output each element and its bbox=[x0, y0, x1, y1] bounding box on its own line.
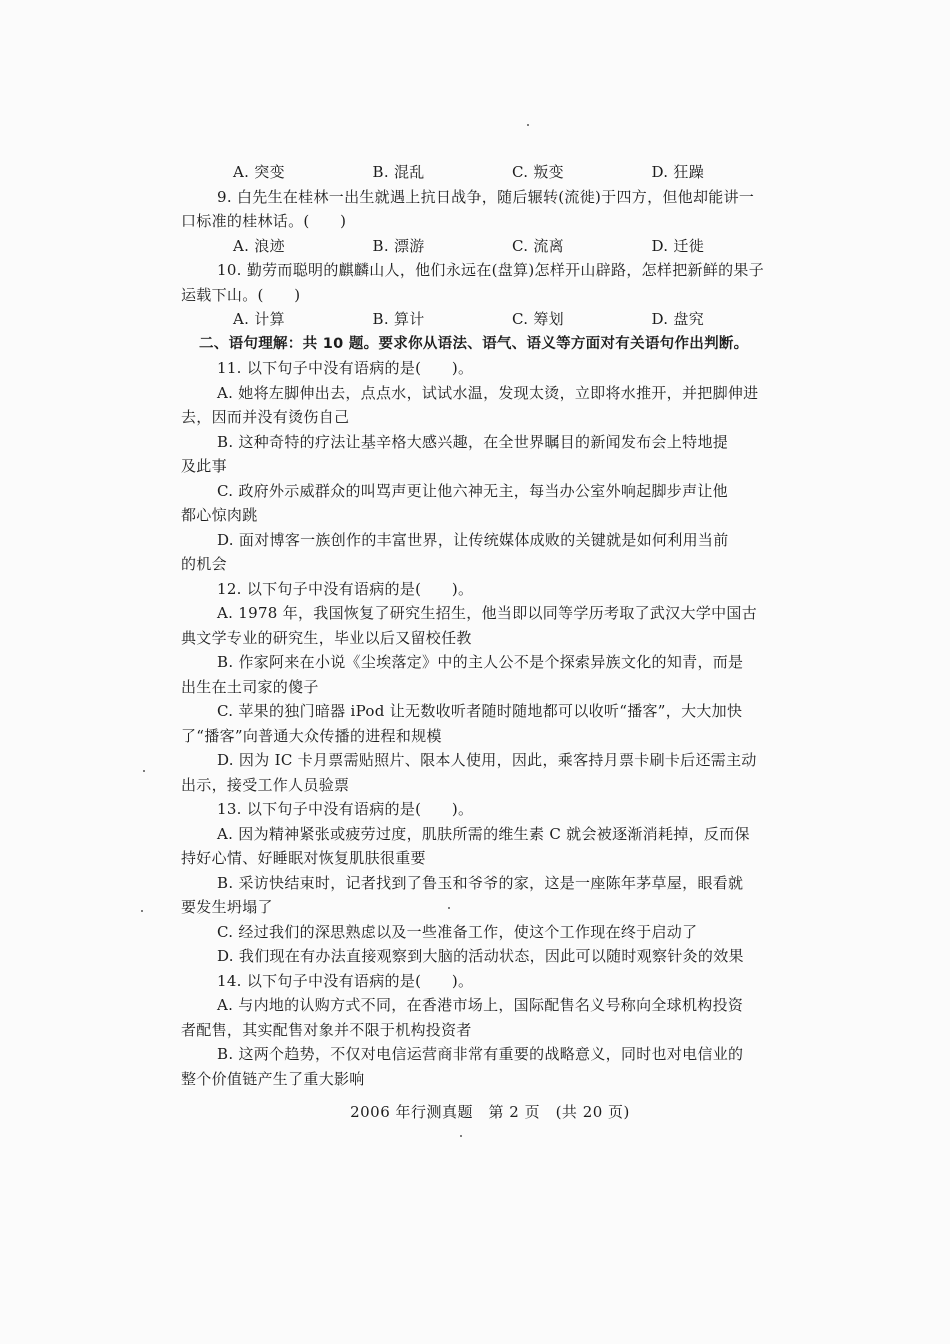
text-line: 的机会 bbox=[181, 555, 227, 573]
scan-speck bbox=[141, 910, 143, 912]
text-line: D. 我们现在有办法直接观察到大脑的活动状态，因此可以随时观察针灸的效果 bbox=[217, 947, 744, 965]
text-line: 9. 白先生在桂林一出生就遇上抗日战争，随后辗转(流徙)于四方，但他却能讲一 bbox=[217, 187, 755, 206]
answer-option: C. 流离 bbox=[512, 236, 564, 255]
answer-option: A. 浪迹 bbox=[233, 236, 285, 255]
answer-option: C. 筹划 bbox=[512, 310, 564, 328]
page-footer: 2006 年行测真题 第 2 页 (共 20 页) bbox=[350, 1103, 630, 1121]
text-line: A. 她将左脚伸出去，点点水，试试水温，发现太烫，立即将水推开，并把脚伸进 bbox=[217, 383, 759, 402]
answer-options bbox=[181, 234, 791, 259]
text-line: D. 因为 IC 卡月票需贴照片、限本人使用，因此，乘客持月票卡刷卡后还需主动 bbox=[217, 751, 757, 769]
answer-options bbox=[181, 160, 791, 185]
answer-option: D. 盘究 bbox=[651, 310, 705, 328]
answer-option: D. 狂躁 bbox=[651, 163, 705, 181]
text-line: 都心惊肉跳 bbox=[181, 506, 258, 524]
text-line: 要发生坍塌了 bbox=[181, 898, 273, 916]
answer-option: A. 计算 bbox=[233, 310, 285, 328]
text-line: 口标准的桂林话。( ) bbox=[181, 212, 347, 230]
text-line: A. 与内地的认购方式不同，在香港市场上，国际配售名义号称向全球机构投资 bbox=[217, 996, 744, 1014]
answer-option: B. 漂游 bbox=[372, 236, 425, 255]
text-line: 11. 以下句子中没有语病的是( )。 bbox=[217, 359, 474, 377]
scan-speck bbox=[143, 770, 145, 772]
text-line: B. 作家阿来在小说《尘埃落定》中的主人公不是个探索异族文化的知青，而是 bbox=[217, 653, 744, 671]
text-line: 典文学专业的研究生，毕业以后又留校任教 bbox=[181, 628, 472, 647]
text-line: 去，因而并没有烫伤自己 bbox=[181, 408, 350, 426]
answer-option: D. 迁徙 bbox=[651, 236, 705, 255]
scan-speck bbox=[460, 1135, 462, 1137]
text-line: D. 面对博客一族创作的丰富世界，让传统媒体成败的关键就是如何利用当前 bbox=[217, 530, 729, 549]
text-line: C. 苹果的独门暗器 iPod 让无数收听者随时随地都可以收听“播客”，大大加快 bbox=[217, 702, 743, 720]
text-line: 持好心情、好睡眠对恢复肌肤很重要 bbox=[181, 849, 426, 867]
text-line: 14. 以下句子中没有语病的是( )。 bbox=[217, 971, 474, 990]
text-line: C. 政府外示威群众的叫骂声更让他六神无主，每当办公室外响起脚步声让他 bbox=[217, 481, 728, 500]
text-line: 出生在土司家的傻子 bbox=[181, 677, 319, 696]
text-line: 了“播客”向普通大众传播的进程和规模 bbox=[181, 726, 442, 745]
text-line: 整个价值链产生了重大影响 bbox=[181, 1069, 365, 1088]
text-line: B. 这两个趋势，不仅对电信运营商非常有重要的战略意义，同时也对电信业的 bbox=[217, 1045, 744, 1063]
text-line: C. 经过我们的深思熟虑以及一些准备工作，使这个工作现在终于启动了 bbox=[217, 922, 698, 941]
text-line: 者配售，其实配售对象并不限于机构投资者 bbox=[181, 1020, 472, 1039]
text-line: 及此事 bbox=[181, 457, 227, 475]
text-line: 12. 以下句子中没有语病的是( )。 bbox=[217, 579, 474, 598]
section-heading: 二、语句理解：共 10 题。要求你从语法、语气、语义等方面对有关语句作出判断。 bbox=[199, 335, 749, 352]
text-line: B. 采访快结束时，记者找到了鲁玉和爷爷的家，这是一座陈年茅草屋，眼看就 bbox=[217, 873, 744, 892]
text-line: 13. 以下句子中没有语病的是( )。 bbox=[217, 800, 474, 818]
text-line: 10. 勤劳而聪明的麒麟山人，他们永远在(盘算)怎样开山辟路，怎样把新鲜的果子 bbox=[217, 261, 765, 279]
answer-option: B. 算计 bbox=[372, 310, 425, 328]
answer-option: A. 突变 bbox=[233, 163, 285, 181]
answer-options bbox=[181, 307, 791, 332]
text-line: B. 这种奇特的疗法让基辛格大感兴趣，在全世界瞩目的新闻发布会上特地提 bbox=[217, 432, 729, 451]
document-body bbox=[181, 160, 791, 1091]
text-line: A. 因为精神紧张或疲劳过度，肌肤所需的维生素 C 就会被逐渐消耗掉，反而保 bbox=[217, 824, 750, 843]
text-line: A. 1978 年，我国恢复了研究生招生，他当即以同等学历考取了武汉大学中国古 bbox=[217, 604, 758, 622]
text-line: 运载下山。( ) bbox=[181, 285, 301, 304]
scan-speck bbox=[527, 124, 529, 126]
answer-option: C. 叛变 bbox=[512, 163, 564, 181]
text-line: 出示，接受工作人员验票 bbox=[181, 775, 350, 794]
answer-option: B. 混乱 bbox=[372, 163, 425, 181]
